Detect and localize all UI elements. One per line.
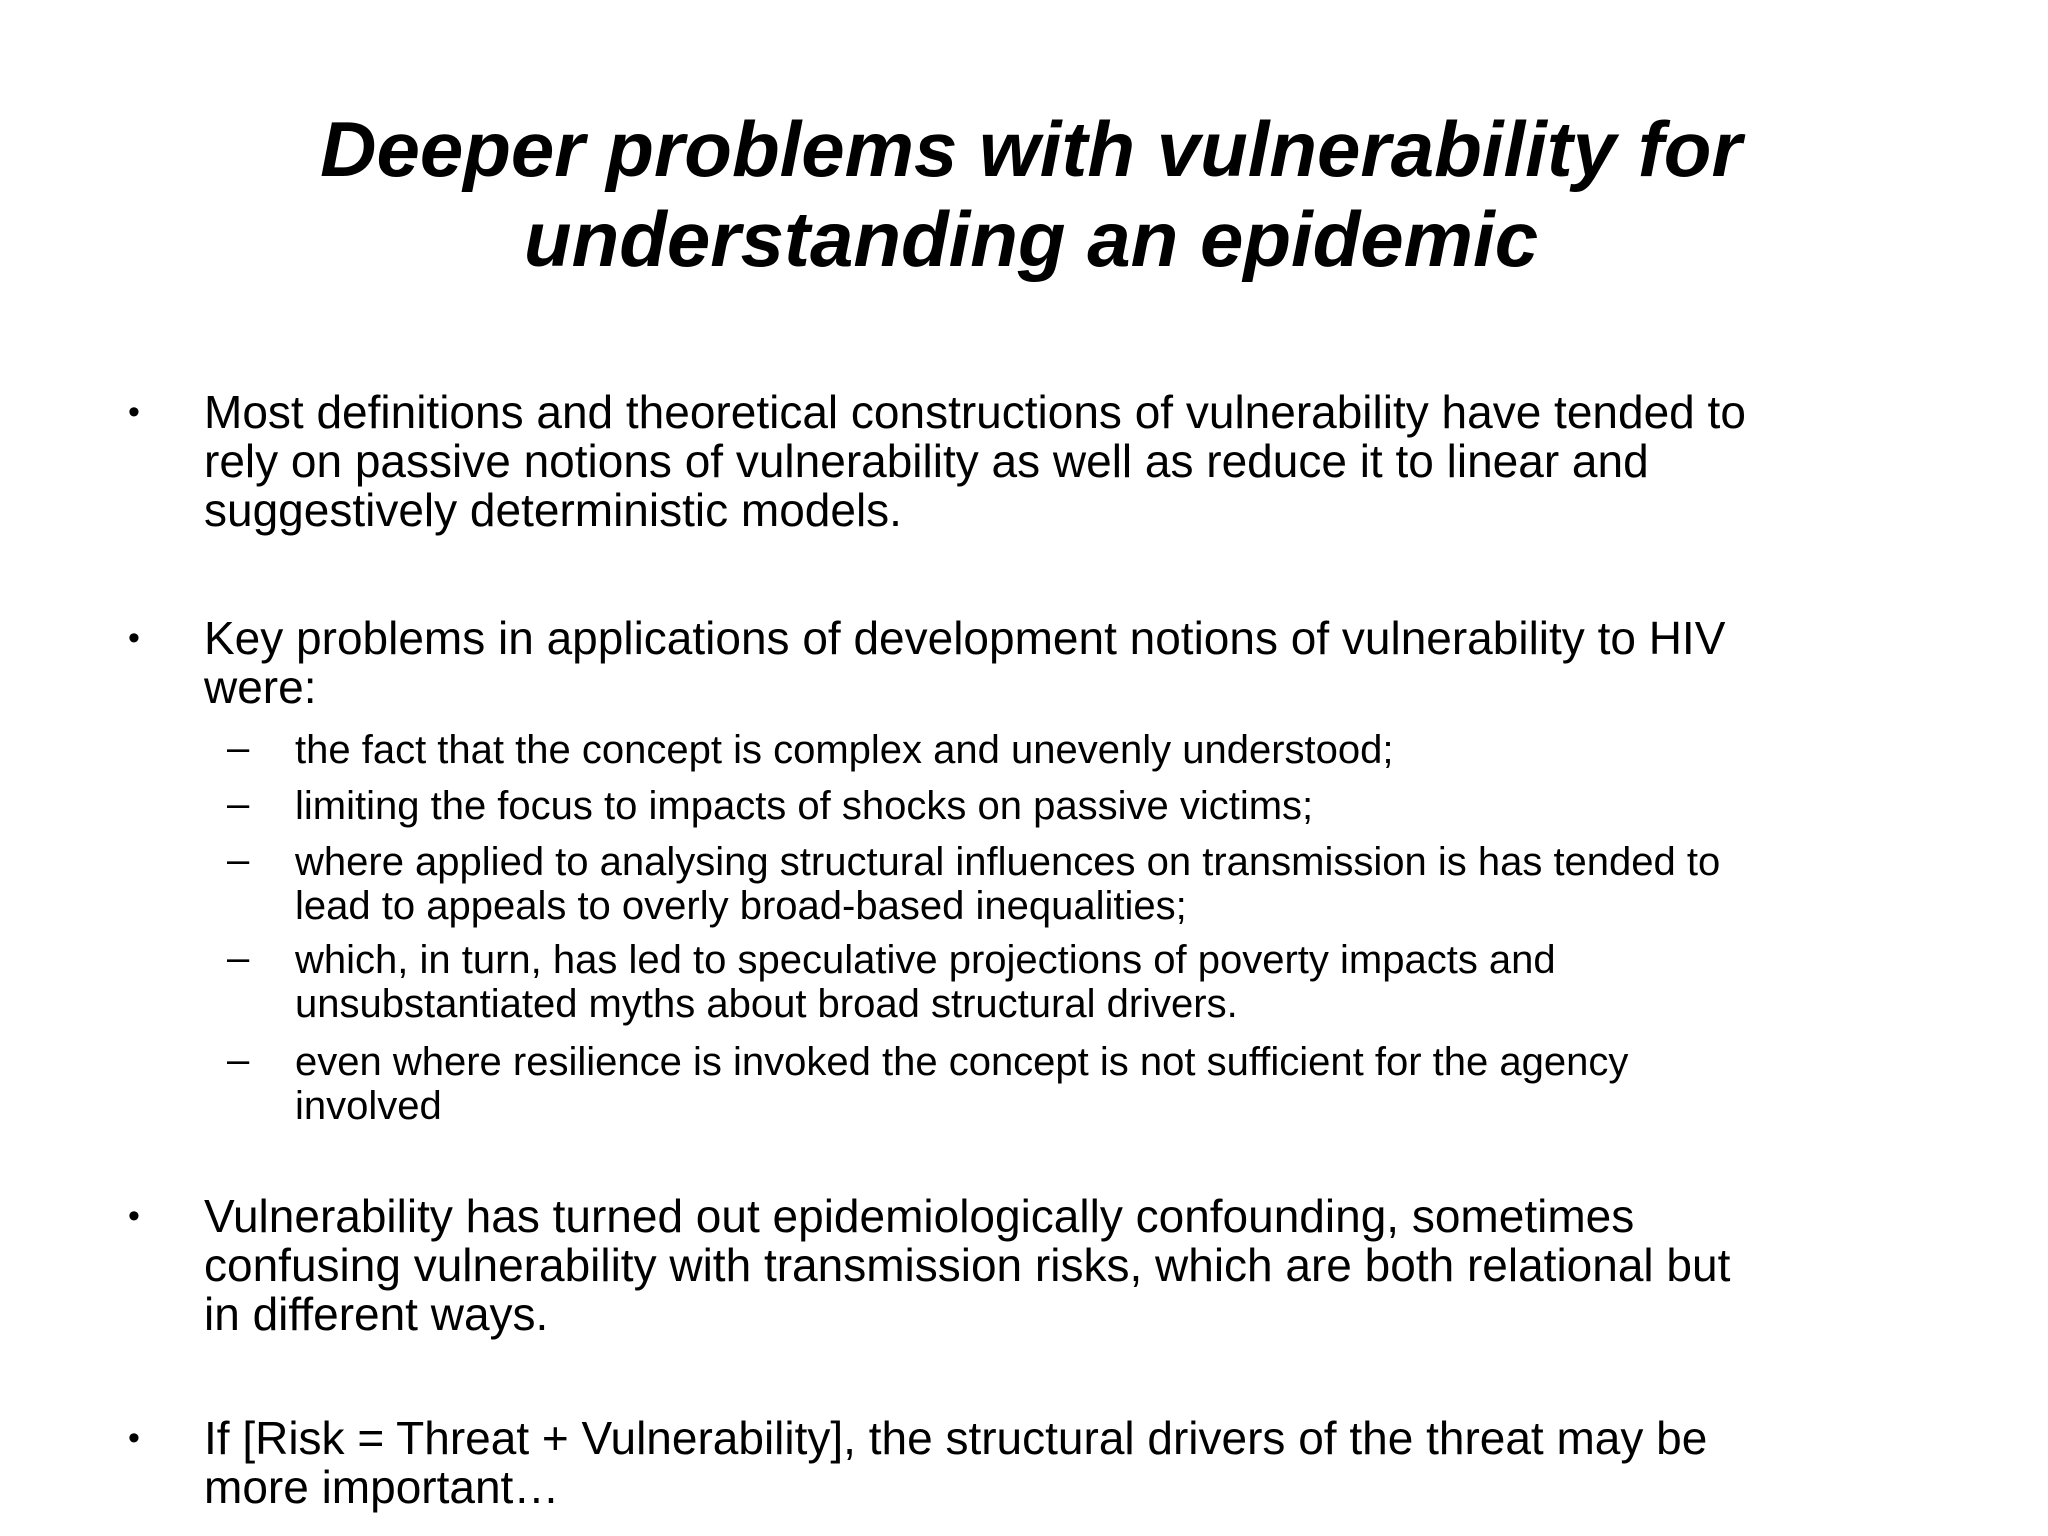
title-line: Deeper problems with vulnerability for bbox=[320, 105, 1742, 193]
bullet-item bbox=[128, 1190, 1964, 1340]
bullet-line: rely on passive notions of vulnerability as well as reduce it to linear and bbox=[204, 435, 1649, 487]
bullet-item bbox=[128, 386, 1964, 536]
bullet-item bbox=[128, 1412, 1964, 1513]
bullet-line: more important… bbox=[204, 1461, 560, 1513]
bullet-line: Vulnerability has turned out epidemiologically confounding, sometimes bbox=[204, 1190, 1635, 1242]
title-line: understanding an epidemic bbox=[523, 195, 1539, 283]
bullet-marker: • bbox=[128, 1419, 140, 1457]
sub-marker: – bbox=[227, 782, 250, 826]
bullet-line: confusing vulnerability with transmission risks, which are both relational but bbox=[204, 1239, 1731, 1291]
sub-marker: – bbox=[227, 1038, 250, 1082]
sub-item bbox=[227, 1038, 1975, 1128]
bullet-marker: • bbox=[128, 619, 140, 657]
sub-line: even where resilience is invoked the concept is not sufficient for the agency bbox=[295, 1040, 1629, 1084]
sub-line: involved bbox=[295, 1084, 442, 1128]
bullet-item bbox=[128, 612, 1964, 713]
sub-marker: – bbox=[227, 726, 250, 770]
bullet-marker: • bbox=[128, 1197, 140, 1235]
bullet-line: were: bbox=[204, 661, 317, 713]
sub-line: the fact that the concept is complex and unevenly understood; bbox=[295, 728, 1394, 772]
sub-line: lead to appeals to overly broad-based inequalities; bbox=[295, 884, 1187, 928]
slide-title bbox=[0, 104, 2048, 284]
sub-line: which, in turn, has led to speculative projections of poverty impacts and bbox=[295, 938, 1556, 982]
sub-line: where applied to analysing structural influences on transmission is has tended to bbox=[295, 840, 1721, 884]
sub-item bbox=[227, 726, 1975, 772]
bullet-line: Key problems in applications of development notions of vulnerability to HIV bbox=[204, 612, 1726, 664]
bullet-line: in different ways. bbox=[204, 1288, 549, 1340]
bullet-line: Most definitions and theoretical constructions of vulnerability have tended to bbox=[204, 386, 1746, 438]
sub-marker: – bbox=[227, 838, 250, 882]
sub-line: limiting the focus to impacts of shocks on passive victims; bbox=[295, 784, 1314, 828]
sub-marker: – bbox=[227, 936, 250, 980]
bullet-line: If [Risk = Threat + Vulnerability], the structural drivers of the threat may be bbox=[204, 1412, 1708, 1464]
bullet-marker: • bbox=[128, 393, 140, 431]
sub-item bbox=[227, 782, 1975, 828]
sub-item bbox=[227, 838, 1975, 928]
bullet-line: suggestively deterministic models. bbox=[204, 484, 902, 536]
sub-item bbox=[227, 936, 1975, 1026]
sub-line: unsubstantiated myths about broad structural drivers. bbox=[295, 982, 1238, 1026]
